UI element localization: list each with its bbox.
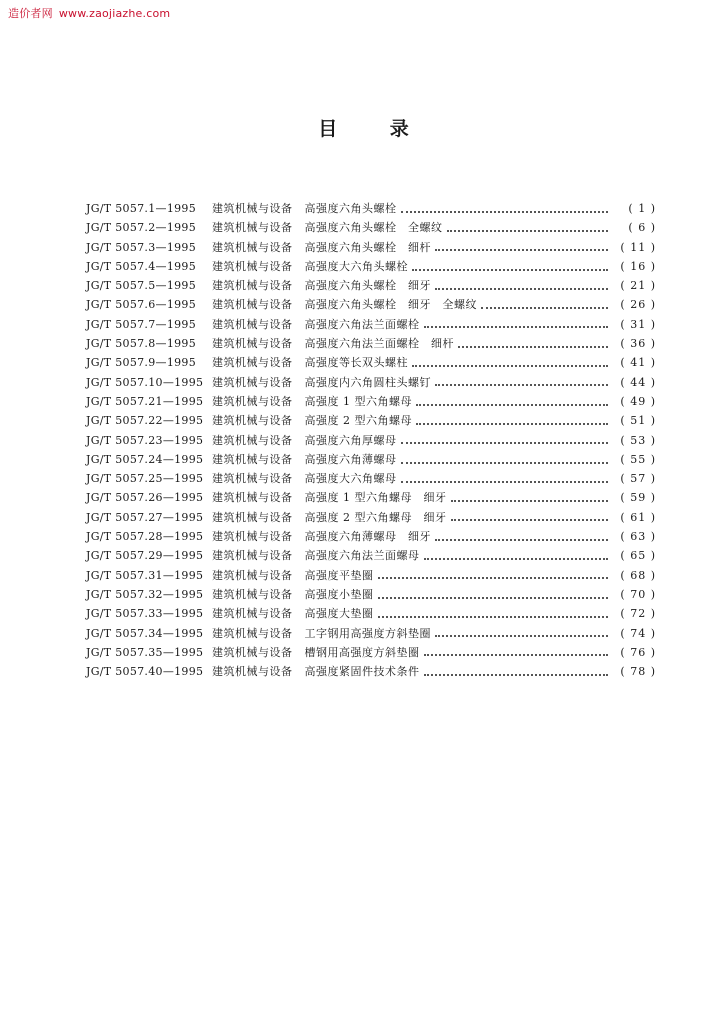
toc-entry-code: JG/T 5057.9—1995 <box>86 356 197 370</box>
toc-entry-page: ( 65 ) <box>620 549 656 563</box>
toc-entry[interactable] <box>86 199 656 218</box>
toc-entry-title: 槽钢用高强度方斜垫圈 <box>304 645 420 659</box>
toc-entry-title: 高强度六角厚螺母 <box>304 433 397 447</box>
toc-entry-code: JG/T 5057.2—1995 <box>86 221 197 235</box>
toc-entry-title: 高强度六角头螺栓 细杆 <box>304 240 431 254</box>
toc-entry-code: JG/T 5057.25—1995 <box>86 472 204 486</box>
toc-leader-dots <box>451 500 609 502</box>
toc-leader-dots <box>424 326 609 328</box>
toc-entry-title: 高强度等长双头螺柱 <box>304 356 408 370</box>
toc-entry-page: ( 55 ) <box>620 452 656 466</box>
toc-entry-code: JG/T 5057.33—1995 <box>86 607 204 621</box>
toc-entry-title: 高强度六角法兰面螺栓 <box>304 317 420 331</box>
toc-leader-dots <box>435 288 608 290</box>
toc-entry-category: 建筑机械与设备 <box>212 433 293 447</box>
toc-leader-dots <box>378 577 609 579</box>
toc-entry-title: 高强度六角薄螺母 <box>304 452 397 466</box>
watermark <box>8 5 170 21</box>
toc-entry[interactable] <box>86 662 656 681</box>
toc-entry[interactable] <box>86 643 656 662</box>
toc-entry-code: JG/T 5057.23—1995 <box>86 433 204 447</box>
toc-entry-category: 建筑机械与设备 <box>212 356 293 370</box>
toc-entry-category: 建筑机械与设备 <box>212 472 293 486</box>
toc-leader-dots <box>435 635 608 637</box>
toc-entry-page: ( 63 ) <box>620 530 656 544</box>
toc-entry-page: ( 78 ) <box>620 665 656 679</box>
toc-entry-title: 高强度 1 型六角螺母 <box>304 394 412 408</box>
toc-entry-page: ( 36 ) <box>620 337 656 351</box>
toc-entry-page: ( 51 ) <box>620 414 656 428</box>
toc-entry-category: 建筑机械与设备 <box>212 510 293 524</box>
toc-entry-category: 建筑机械与设备 <box>212 375 293 389</box>
toc-entry-page: ( 57 ) <box>620 472 656 486</box>
toc-leader-dots <box>378 597 609 599</box>
toc-leader-dots <box>424 674 609 676</box>
toc-entry[interactable] <box>86 411 656 430</box>
toc-entry-code: JG/T 5057.26—1995 <box>86 491 204 505</box>
toc-entry-code: JG/T 5057.40—1995 <box>86 665 204 679</box>
toc-entry-category: 建筑机械与设备 <box>212 587 293 601</box>
toc-entry-title: 高强度六角薄螺母 细牙 <box>304 530 431 544</box>
toc-entry[interactable] <box>86 315 656 334</box>
toc-entry-code: JG/T 5057.32—1995 <box>86 587 204 601</box>
toc-leader-dots <box>416 423 608 425</box>
toc-entry-category: 建筑机械与设备 <box>212 626 293 640</box>
toc-entry-category: 建筑机械与设备 <box>212 240 293 254</box>
toc-entry-category: 建筑机械与设备 <box>212 202 293 215</box>
toc-entry-code: JG/T 5057.24—1995 <box>86 452 204 466</box>
toc-entry-page: ( 61 ) <box>620 510 656 524</box>
toc-entry-category: 建筑机械与设备 <box>212 665 293 679</box>
toc-leader-dots <box>458 346 608 348</box>
toc-entry-title: 高强度大六角螺母 <box>304 472 397 486</box>
toc-entry-page: ( 74 ) <box>620 626 656 640</box>
toc-entry[interactable] <box>86 527 656 546</box>
toc-entry-category: 建筑机械与设备 <box>212 298 293 312</box>
toc-entry-page: ( 59 ) <box>620 491 656 505</box>
toc-leader-dots <box>435 384 608 386</box>
toc-entry[interactable] <box>86 257 656 276</box>
toc-entry[interactable] <box>86 488 656 507</box>
toc-entry[interactable] <box>86 373 656 392</box>
toc-entry[interactable] <box>86 546 656 565</box>
toc-entry[interactable] <box>86 604 656 623</box>
toc-entry-page: ( 44 ) <box>620 375 656 389</box>
toc-entry[interactable] <box>86 585 656 604</box>
toc-leader-dots <box>401 481 609 483</box>
toc-entry[interactable] <box>86 334 656 353</box>
toc-entry-category: 建筑机械与设备 <box>212 221 293 235</box>
toc-entry-category: 建筑机械与设备 <box>212 337 293 351</box>
toc-entry-code: JG/T 5057.5—1995 <box>86 279 197 293</box>
toc-entry-title: 高强度六角法兰面螺栓 细杆 <box>304 337 454 351</box>
toc-leader-dots <box>412 269 608 271</box>
toc-entry-title: 高强度紧固件技术条件 <box>304 665 420 679</box>
toc-entry[interactable] <box>86 353 656 372</box>
toc-entry[interactable] <box>86 566 656 585</box>
toc-entry-code: JG/T 5057.8—1995 <box>86 337 197 351</box>
toc-entry-page: ( 16 ) <box>620 259 656 273</box>
toc-entry-page: ( 6 ) <box>628 221 656 235</box>
toc-entry-code: JG/T 5057.7—1995 <box>86 317 197 331</box>
toc-entry-code: JG/T 5057.21—1995 <box>86 394 204 408</box>
toc-leader-dots <box>447 230 609 232</box>
toc-entry[interactable] <box>86 295 656 314</box>
toc-entry-category: 建筑机械与设备 <box>212 452 293 466</box>
toc-entry-category: 建筑机械与设备 <box>212 394 293 408</box>
toc-entry-category: 建筑机械与设备 <box>212 414 293 428</box>
toc-entry[interactable] <box>86 508 656 527</box>
page-title: 目 录 <box>318 118 410 140</box>
toc-entry-code: JG/T 5057.31—1995 <box>86 568 204 582</box>
toc-leader-dots <box>378 616 609 618</box>
toc-entry-category: 建筑机械与设备 <box>212 491 293 505</box>
toc-entry-page: ( 72 ) <box>620 607 656 621</box>
toc-entry-page: ( 1 ) <box>628 202 656 215</box>
toc-entry[interactable] <box>86 469 656 488</box>
table-of-contents <box>86 199 656 681</box>
toc-leader-dots <box>401 462 609 464</box>
toc-leader-dots <box>435 249 608 251</box>
toc-entry-page: ( 49 ) <box>620 394 656 408</box>
toc-entry-code: JG/T 5057.3—1995 <box>86 240 197 254</box>
toc-entry-page: ( 68 ) <box>620 568 656 582</box>
toc-leader-dots <box>401 442 609 444</box>
toc-entry-category: 建筑机械与设备 <box>212 645 293 659</box>
toc-entry-code: JG/T 5057.1—1995 <box>86 202 197 215</box>
toc-entry-category: 建筑机械与设备 <box>212 530 293 544</box>
toc-entry-title: 高强度六角头螺栓 <box>304 202 397 215</box>
toc-entry-title: 工字钢用高强度方斜垫圈 <box>304 626 431 640</box>
toc-entry-category: 建筑机械与设备 <box>212 607 293 621</box>
toc-entry-code: JG/T 5057.34—1995 <box>86 626 204 640</box>
toc-entry-title: 高强度 2 型六角螺母 细牙 <box>304 510 447 524</box>
toc-leader-dots <box>412 365 608 367</box>
toc-leader-dots <box>401 211 609 213</box>
toc-entry-category: 建筑机械与设备 <box>212 549 293 563</box>
watermark-site-name: 造价者网 <box>8 7 53 20</box>
toc-entry-title: 高强度平垫圈 <box>304 568 374 582</box>
toc-entry-code: JG/T 5057.35—1995 <box>86 645 204 659</box>
toc-entry-code: JG/T 5057.27—1995 <box>86 510 204 524</box>
toc-entry-title: 高强度 1 型六角螺母 细牙 <box>304 491 447 505</box>
toc-entry-title: 高强度小垫圈 <box>304 587 374 601</box>
toc-entry-title: 高强度内六角圆柱头螺钉 <box>304 375 431 389</box>
toc-entry-page: ( 53 ) <box>620 433 656 447</box>
toc-entry-category: 建筑机械与设备 <box>212 259 293 273</box>
toc-leader-dots <box>424 654 609 656</box>
toc-entry-title: 高强度六角头螺栓 细牙 全螺纹 <box>304 298 477 312</box>
toc-entry-page: ( 31 ) <box>620 317 656 331</box>
toc-entry-code: JG/T 5057.6—1995 <box>86 298 197 312</box>
toc-entry-code: JG/T 5057.4—1995 <box>86 259 197 273</box>
toc-entry-title: 高强度六角法兰面螺母 <box>304 549 420 563</box>
toc-leader-dots <box>481 307 608 309</box>
toc-entry-code: JG/T 5057.10—1995 <box>86 375 204 389</box>
toc-leader-dots <box>435 539 608 541</box>
toc-entry[interactable] <box>86 218 656 237</box>
toc-entry[interactable] <box>86 238 656 257</box>
toc-entry-title: 高强度六角头螺栓 细牙 <box>304 279 431 293</box>
toc-entry-title: 高强度六角头螺栓 全螺纹 <box>304 221 443 235</box>
toc-entry[interactable] <box>86 392 656 411</box>
toc-leader-dots <box>424 558 609 560</box>
toc-entry[interactable] <box>86 276 656 295</box>
toc-entry-title: 高强度大六角头螺栓 <box>304 259 408 273</box>
toc-entry-code: JG/T 5057.22—1995 <box>86 414 204 428</box>
toc-entry-page: ( 11 ) <box>620 240 656 254</box>
toc-leader-dots <box>451 519 609 521</box>
toc-entry[interactable] <box>86 450 656 469</box>
toc-entry-title: 高强度大垫圈 <box>304 607 374 621</box>
toc-entry-code: JG/T 5057.28—1995 <box>86 530 204 544</box>
toc-entry-category: 建筑机械与设备 <box>212 568 293 582</box>
toc-entry-category: 建筑机械与设备 <box>212 279 293 293</box>
toc-entry-category: 建筑机械与设备 <box>212 317 293 331</box>
toc-entry[interactable] <box>86 624 656 643</box>
toc-entry-page: ( 76 ) <box>620 645 656 659</box>
toc-entry[interactable] <box>86 431 656 450</box>
toc-entry-page: ( 21 ) <box>620 279 656 293</box>
watermark-url[interactable]: www.zaojiazhe.com <box>58 7 171 20</box>
toc-leader-dots <box>416 404 608 406</box>
toc-entry-page: ( 41 ) <box>620 356 656 370</box>
toc-entry-page: ( 26 ) <box>620 298 656 312</box>
toc-entry-title: 高强度 2 型六角螺母 <box>304 414 412 428</box>
toc-entry-code: JG/T 5057.29—1995 <box>86 549 204 563</box>
toc-entry-page: ( 70 ) <box>620 587 656 601</box>
